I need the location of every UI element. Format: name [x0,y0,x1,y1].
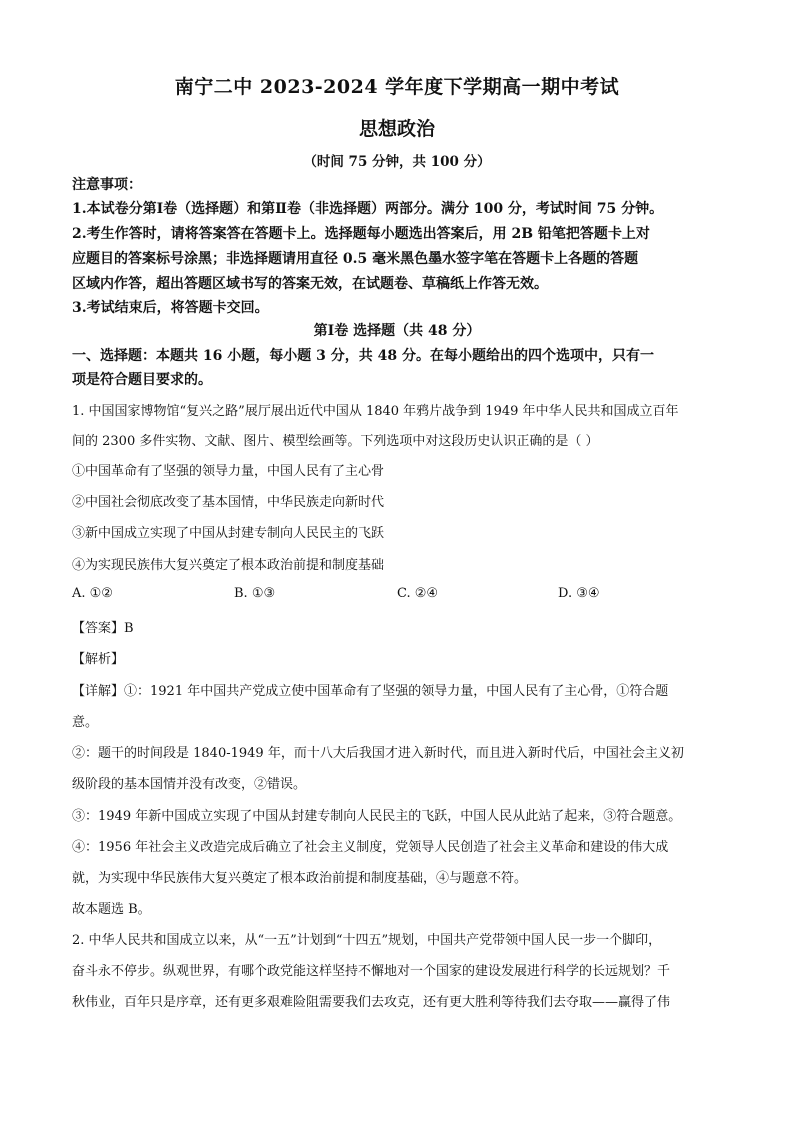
q1-detail-line: ②：题干的时间段是 1840-1949 年，而十八大后我国才进入新时代，而且进入新时代后，中国社会主义初 [72,746,684,761]
q1-statement: ②中国社会彻底改变了基本国情，中华民族走向新时代 [72,495,385,510]
notice-line: 1.本试卷分第Ⅰ卷（选择题）和第Ⅱ卷（非选择题）两部分。满分 100 分，考试时间 75 分钟。 [72,201,664,217]
q1-stem-line: 间的 2300 多件实物、文献、图片、模型绘画等。下列选项中对这段历史认识正确的是（ ） [72,434,599,449]
q1-detail-line: 就，为实现中华民族伟大复兴奠定了根本政治前提和制度基础，④与题意不符。 [72,871,528,886]
q1-statement: ④为实现民族伟大复兴奠定了根本政治前提和制度基础 [72,558,385,573]
notice-line: 区域内作答，超出答题区域书写的答案无效，在试题卷、草稿纸上作答无效。 [72,276,548,292]
q1-detail-line: ③：1949 年新中国成立实现了中国从封建专制向人民民主的飞跃，中国人民从此站了起来，③符合题意。 [72,809,682,824]
q1-answer: 【答案】B [72,621,134,636]
q2-stem-line: 2. 中华人民共和国成立以来，从“一五”计划到“十四五”规划，中国共产党带领中国人民一步一个脚印， [72,933,662,948]
section-instruction: 一、选择题：本题共 16 小题，每小题 3 分，共 48 分。在每小题给出的四个选项中，只有一 [72,348,654,364]
q2-stem-line: 奋斗永不停步。纵观世界，有哪个政党能这样坚持不懈地对一个国家的建设发展进行科学的长远规划？千 [72,964,671,979]
q1-option-b: B. ①③ [234,586,276,601]
time-note: （时间 75 分钟，共 100 分） [303,154,491,170]
q1-statement: ③新中国成立实现了中国从封建专制向人民民主的飞跃 [72,526,385,541]
notice-line: 2.考生作答时，请将答案答在答题卡上。选择题每小题选出答案后，用 2B 铅笔把答题卡上对 [72,226,650,242]
q1-option-a: A. ①② [72,586,113,601]
q1-option-c: C. ②④ [397,586,439,601]
q1-detail-line: 【详解】①：1921 年中国共产党成立使中国革命有了坚强的领导力量，中国人民有了主心骨，①符合题 [72,684,669,699]
q1-detail-line: ④：1956 年社会主义改造完成后确立了社会主义制度，党领导人民创造了社会主义革命和建设的伟大成 [72,840,669,855]
q1-stem-line: 1. 中国国家博物馆“复兴之路”展厅展出近代中国从 1840 年鸦片战争到 1949 年中华人民共和国成立百年 [72,404,679,419]
q1-detail-line: 意。 [72,715,99,730]
q2-stem-line: 秋伟业，百年只是序章，还有更多艰难险阻需要我们去攻克，还有更大胜利等待我们去夺取——赢得了伟 [72,995,671,1010]
q1-analysis-label: 【解析】 [72,652,125,667]
subject-title: 思想政治 [358,118,435,140]
q1-option-d: D. ③④ [558,586,600,601]
notice-heading: 注意事项： [72,177,142,193]
section-instruction: 项是符合题目要求的。 [72,372,212,388]
section-title: 第Ⅰ卷 选择题（共 48 分） [313,323,481,339]
q1-conclusion: 故本题选 B。 [72,902,151,917]
q1-detail-line: 级阶段的基本国情并没有改变，②错误。 [72,777,307,792]
exam-title: 南宁二中 2023-2024 学年度下学期高一期中考试 [174,76,620,98]
notice-line: 3.考试结束后，将答题卡交回。 [72,300,269,316]
notice-line: 应题目的答案标号涂黑；非选择题请用直径 0.5 毫米黑色墨水签字笔在答题卡上各题的答题 [72,251,639,267]
q1-statement: ①中国革命有了坚强的领导力量，中国人民有了主心骨 [72,464,385,479]
